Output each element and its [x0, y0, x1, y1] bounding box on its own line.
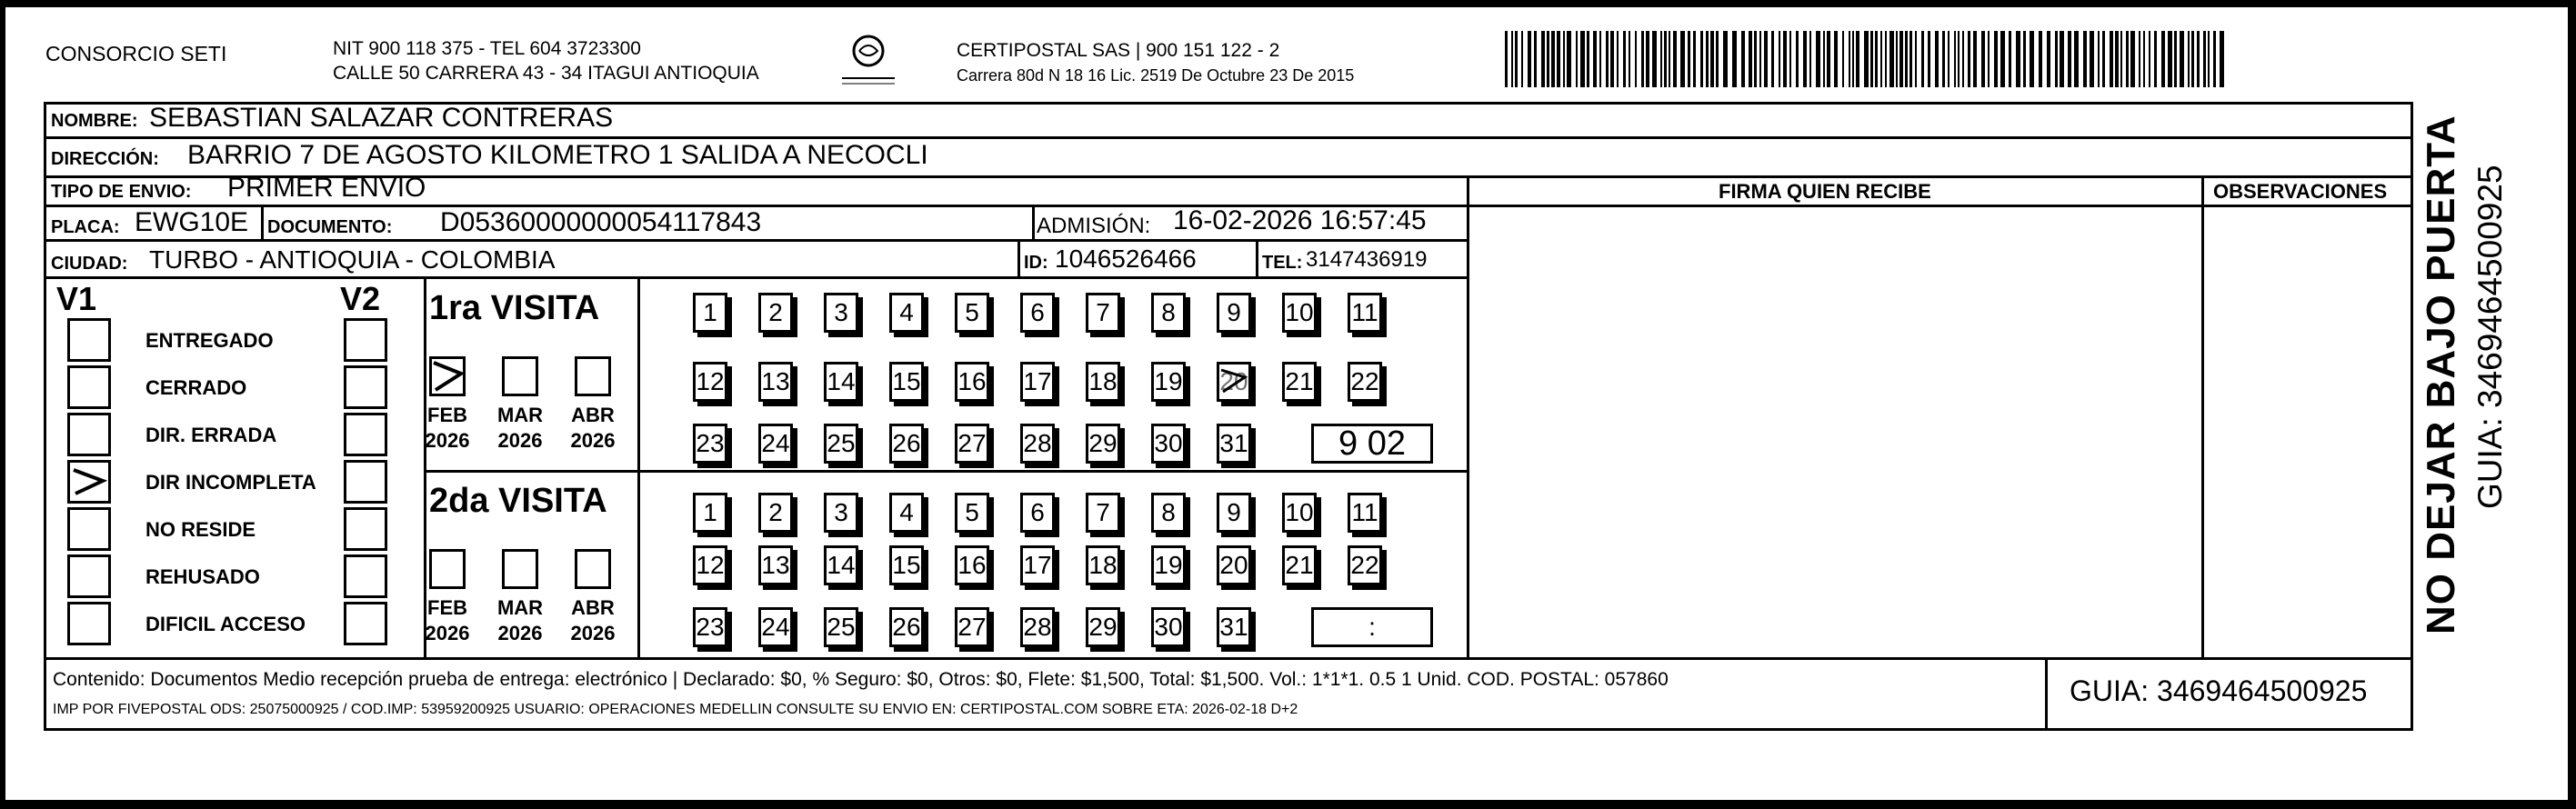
- barcode-bar: [2191, 31, 2194, 87]
- firma-header: FIRMA QUIEN RECIBE: [1719, 180, 1931, 203]
- admision-value: 16-02-2026 16:57:45: [1173, 205, 1427, 235]
- id-label: ID:: [1024, 253, 1048, 273]
- day-box[interactable]: 3: [824, 293, 858, 333]
- v1-checkbox[interactable]: [67, 413, 111, 456]
- day-box[interactable]: 7: [1086, 493, 1120, 533]
- day-box[interactable]: 13: [758, 545, 793, 585]
- tel-value: 3147436919: [1306, 247, 1428, 272]
- day-box[interactable]: 17: [1020, 545, 1055, 585]
- day-box[interactable]: 18: [1086, 545, 1120, 585]
- day-box[interactable]: 10: [1282, 293, 1317, 333]
- day-box[interactable]: 19: [1151, 545, 1186, 585]
- v1-checkbox[interactable]: [67, 602, 111, 645]
- nombre-value: SEBASTIAN SALAZAR CONTRERAS: [149, 103, 614, 133]
- frame-right: [2568, 0, 2576, 809]
- direccion-label: DIRECCIÓN:: [51, 149, 159, 169]
- barcode-bar: [1741, 31, 1745, 87]
- barcode-bar: [1948, 31, 1950, 87]
- status-label: ENTREGADO: [145, 329, 274, 352]
- day-box[interactable]: 27: [955, 607, 989, 647]
- day-box[interactable]: 23: [693, 607, 727, 647]
- day-box[interactable]: 22: [1348, 362, 1382, 402]
- barcode-bar: [2023, 31, 2026, 87]
- barcode-bar: [1856, 31, 1859, 87]
- certipostal-line: CERTIPOSTAL SAS | 900 151 122 - 2: [957, 40, 1280, 61]
- time-box[interactable]: :: [1311, 607, 1433, 647]
- barcode-bar: [2009, 31, 2011, 87]
- barcode-bar: [2047, 31, 2050, 87]
- day-box[interactable]: 28: [1020, 607, 1055, 647]
- day-box[interactable]: 8: [1151, 493, 1186, 533]
- barcode-bar: [1885, 31, 1887, 87]
- barcode-bar: [1732, 31, 1737, 87]
- month-checkbox[interactable]: [575, 356, 611, 396]
- barcode-bar: [1610, 31, 1614, 87]
- barcode-bar: [1623, 31, 1626, 87]
- barcode-bar: [1688, 31, 1690, 87]
- v2-checkbox[interactable]: [344, 460, 387, 504]
- month-label: MAR: [496, 596, 544, 619]
- barcode-bar: [2030, 31, 2034, 87]
- day-box[interactable]: 25: [824, 424, 858, 464]
- day-box[interactable]: 27: [955, 424, 989, 464]
- tel-label: TEL:: [1262, 253, 1303, 273]
- tipo-envio-label: TIPO DE ENVIO:: [51, 182, 192, 202]
- barcode-bar: [1789, 31, 1791, 87]
- barcode-bar: [1905, 31, 1908, 87]
- day-box[interactable]: 6: [1020, 493, 1055, 533]
- barcode-bar: [1981, 31, 1985, 87]
- barcode-bar: [2197, 31, 2200, 87]
- month-label: MAR: [496, 404, 544, 426]
- certipostal-logo: [837, 33, 900, 87]
- day-box[interactable]: 7: [1086, 293, 1120, 333]
- day-box[interactable]: 24: [758, 607, 793, 647]
- barcode-bar: [2120, 31, 2122, 87]
- barcode-bar: [1511, 31, 1513, 87]
- day-box[interactable]: 9: [1217, 293, 1251, 333]
- day-box[interactable]: 29: [1086, 607, 1120, 647]
- barcode-bar: [1849, 31, 1850, 87]
- barcode-bar: [1587, 31, 1589, 87]
- barcode-bar: [1749, 31, 1752, 87]
- barcode-bar: [1909, 31, 1912, 87]
- col-divider: [2201, 175, 2204, 657]
- barcode-bar: [2203, 31, 2206, 87]
- day-box[interactable]: 5: [955, 493, 989, 533]
- frame-bottom: [0, 800, 2576, 809]
- barcode-bar: [2055, 31, 2058, 87]
- barcode-bar: [1710, 31, 1714, 87]
- barcode-bar: [1915, 31, 1917, 87]
- footer-guia: GUIA: 3469464500925: [2070, 674, 2368, 707]
- admision-label: ADMISIÓN:: [1037, 214, 1151, 238]
- barcode-bar: [2208, 31, 2210, 87]
- day-box[interactable]: 11: [1348, 293, 1382, 333]
- barcode-bar: [1599, 31, 1601, 87]
- col-divider: [1467, 175, 1469, 657]
- status-label: CERRADO: [145, 376, 247, 399]
- year-label: 2026: [497, 429, 543, 452]
- day-box[interactable]: 21: [1282, 545, 1317, 585]
- v2-checkbox[interactable]: [344, 365, 387, 409]
- placa-value: EWG10E: [135, 207, 249, 237]
- barcode-bar: [2102, 31, 2105, 87]
- footer-imp: IMP POR FIVEPOSTAL ODS: 25075000925 / COD.IMP: 53959200925 USUARIO: OPERACIONES MEDELLIN CONSULTE SU ENVIO EN: CERTIPOSTAL.COM SOBRE ETA: 2026-02-18 D+2: [53, 702, 1298, 717]
- documento-value: D05360000000054117843: [440, 207, 762, 237]
- day-box[interactable]: 15: [889, 362, 924, 402]
- day-box[interactable]: 12: [693, 362, 727, 402]
- frame-top: [0, 0, 2576, 7]
- barcode-bar: [1764, 31, 1768, 87]
- barcode-bar: [1528, 31, 1531, 87]
- month-label: ABR: [571, 404, 615, 426]
- row-divider: [46, 276, 1467, 279]
- barcode-bar: [2060, 31, 2064, 87]
- barcode-bar: [2143, 31, 2145, 87]
- barcode-bar: [2000, 31, 2005, 87]
- day-box[interactable]: 23: [693, 424, 727, 464]
- barcode-bar: [2016, 31, 2020, 87]
- v2-checkbox[interactable]: [344, 507, 387, 551]
- row-divider: [46, 239, 1467, 242]
- day-box[interactable]: 17: [1020, 362, 1055, 402]
- day-box[interactable]: 21: [1282, 362, 1317, 402]
- barcode-bar: [1921, 31, 1924, 87]
- visit1-title: 1ra VISITA: [429, 289, 600, 327]
- barcode-bar: [2115, 31, 2119, 87]
- barcode-bar: [1870, 31, 1873, 87]
- barcode-bar: [1783, 31, 1787, 87]
- day-box[interactable]: 6: [1020, 293, 1055, 333]
- no-dejar-warning: NO DEJAR BAJO PUERTA: [2419, 115, 2463, 634]
- barcode-bar: [1606, 31, 1609, 87]
- visit-row-divider: [424, 470, 1467, 473]
- barcode-bar: [1803, 31, 1807, 87]
- barcode-bar: [1541, 31, 1545, 87]
- barcode-bar: [1954, 31, 1956, 87]
- cell-divider: [1032, 205, 1035, 239]
- barcode-bar: [1580, 31, 1585, 87]
- day-box[interactable]: 4: [889, 293, 924, 333]
- status-label: DIFICIL ACCESO: [145, 613, 306, 635]
- id-value: 1046526466: [1055, 245, 1197, 273]
- observaciones-header: OBSERVACIONES: [2213, 180, 2388, 203]
- day-box[interactable]: 1: [693, 293, 727, 333]
- footer-content: Contenido: Documentos Medio recepción prueba de entrega: electrónico | Declarado: $0, % Seguro: $0, Otros: $0, Flete: $1,500, Total: $1,500. Vol.: 1*1*1. 0.5 1 Unid. COD. POSTAL: 057860: [53, 669, 1669, 690]
- day-box[interactable]: 20: [1217, 362, 1251, 402]
- barcode-bar: [1593, 31, 1597, 87]
- barcode-bar: [2083, 31, 2087, 87]
- barcode-bar: [1693, 31, 1696, 87]
- barcode-bar: [1759, 31, 1761, 87]
- barcode-bar: [1706, 31, 1709, 87]
- barcode-bar: [2039, 31, 2042, 87]
- barcode-bar: [1958, 31, 1960, 87]
- barcode-bar: [1880, 31, 1882, 87]
- barcode-bar: [2220, 31, 2224, 87]
- cell-divider: [1256, 239, 1258, 276]
- documento-label: DOCUMENTO:: [267, 217, 393, 237]
- day-box[interactable]: 13: [758, 362, 793, 402]
- day-box[interactable]: 26: [889, 424, 924, 464]
- barcode-bar: [1629, 31, 1630, 87]
- barcode-bar: [1669, 31, 1670, 87]
- month-checkbox[interactable]: [429, 549, 466, 589]
- side-guia: GUIA: 3469464500925: [2471, 165, 2509, 509]
- barcode-bar: [1515, 31, 1518, 87]
- status-label: DIR. ERRADA: [145, 424, 277, 446]
- day-box[interactable]: 5: [955, 293, 989, 333]
- month-label: FEB: [427, 596, 467, 619]
- barcode-bar: [1673, 31, 1677, 87]
- v2-header: V2: [340, 280, 381, 317]
- barcode-bar: [2213, 31, 2216, 87]
- barcode-bar: [1942, 31, 1945, 87]
- barcode-bar: [1646, 31, 1649, 87]
- month-label: ABR: [571, 596, 615, 619]
- barcode-bar: [2090, 31, 2094, 87]
- barcode-bar: [2168, 31, 2172, 87]
- barcode-bar: [1660, 31, 1662, 87]
- cell-divider: [261, 205, 264, 239]
- v1-checkbox[interactable]: [67, 507, 111, 551]
- barcode-bar: [1968, 31, 1970, 87]
- barcode-bar: [1680, 31, 1685, 87]
- day-box[interactable]: 25: [824, 607, 858, 647]
- day-box[interactable]: 8: [1151, 293, 1186, 333]
- barcode-bar: [2188, 31, 2190, 87]
- barcode-bar: [1928, 31, 1930, 87]
- barcode-bar: [1771, 31, 1774, 87]
- barcode-bar: [2149, 31, 2150, 87]
- day-box[interactable]: 31: [1217, 607, 1251, 647]
- day-box[interactable]: 26: [889, 607, 924, 647]
- day-box[interactable]: 10: [1282, 493, 1317, 533]
- barcode-bar: [2180, 31, 2184, 87]
- v2-checkbox[interactable]: [344, 602, 387, 645]
- barcode-bar: [2110, 31, 2113, 87]
- barcode-bar: [1700, 31, 1703, 87]
- day-box[interactable]: 16: [955, 545, 989, 585]
- barcode-bar: [1617, 31, 1619, 87]
- company-name: CONSORCIO SETI: [45, 42, 227, 65]
- barcode-bar: [1864, 31, 1869, 87]
- barcode-bar: [1641, 31, 1644, 87]
- barcode-bar: [1796, 31, 1799, 87]
- v1-checkbox[interactable]: [67, 460, 111, 504]
- direccion-value: BARRIO 7 DE AGOSTO KILOMETRO 1 SALIDA A NECOCLI: [187, 140, 928, 170]
- cell-divider: [1017, 239, 1020, 276]
- day-box[interactable]: 11: [1348, 493, 1382, 533]
- year-label: 2026: [497, 622, 543, 644]
- barcode-bar: [1505, 31, 1508, 87]
- barcode-bar: [1576, 31, 1578, 87]
- barcode-bar: [1834, 31, 1838, 87]
- barcode-bar: [1816, 31, 1820, 87]
- day-box[interactable]: 15: [889, 545, 924, 585]
- visit2-title: 2da VISITA: [429, 482, 607, 520]
- placa-label: PLACA:: [51, 217, 120, 237]
- barcode-bar: [1842, 31, 1844, 87]
- footer-col-divider: [2045, 657, 2048, 731]
- barcode-bar: [1779, 31, 1780, 87]
- barcode-bar: [1973, 31, 1977, 87]
- month-checkbox[interactable]: [502, 549, 538, 589]
- visit-divider: [637, 276, 640, 657]
- certipostal-address: Carrera 80d N 18 16 Lic. 2519 De Octubre 23 De 2015: [957, 66, 1355, 85]
- v1-checkbox[interactable]: [67, 318, 111, 362]
- day-box[interactable]: 2: [758, 293, 793, 333]
- day-box[interactable]: 30: [1151, 424, 1186, 464]
- barcode-bar: [1551, 31, 1555, 87]
- barcode-bar: [1827, 31, 1830, 87]
- barcode-bar: [2139, 31, 2140, 87]
- day-box[interactable]: 28: [1020, 424, 1055, 464]
- day-box[interactable]: 1: [693, 493, 727, 533]
- day-box[interactable]: 9: [1217, 493, 1251, 533]
- day-box[interactable]: 12: [693, 545, 727, 585]
- v2-checkbox[interactable]: [344, 554, 387, 598]
- barcode-bar: [1852, 31, 1854, 87]
- address-line: CALLE 50 CARRERA 43 - 34 ITAGUI ANTIOQUIA: [333, 63, 759, 84]
- barcode-bar: [1962, 31, 1964, 87]
- barcode-bar: [2074, 31, 2079, 87]
- barcode-bar: [1664, 31, 1667, 87]
- day-box[interactable]: 16: [955, 362, 989, 402]
- barcode-bar: [1567, 31, 1571, 87]
- day-box[interactable]: 14: [824, 545, 858, 585]
- barcode-bar: [1889, 31, 1894, 87]
- tipo-envio-value: PRIMER ENVIO: [227, 173, 426, 203]
- status-label: NO RESIDE: [145, 518, 256, 541]
- status-label: REHUSADO: [145, 565, 260, 588]
- footer-divider: [46, 657, 2411, 660]
- barcode-bar: [2174, 31, 2177, 87]
- barcode-bar: [1652, 31, 1657, 87]
- barcode-bar: [1547, 31, 1549, 87]
- row-divider: [46, 136, 2411, 139]
- nit-line: NIT 900 118 375 - TEL 604 3723300: [333, 38, 641, 59]
- day-box[interactable]: 14: [824, 362, 858, 402]
- barcode-bar: [1557, 31, 1560, 87]
- v1-checkbox[interactable]: [67, 365, 111, 409]
- year-label: 2026: [570, 622, 616, 644]
- barcode-bar: [1534, 31, 1537, 87]
- ciudad-label: CIUDAD:: [51, 254, 128, 274]
- day-box[interactable]: 31: [1217, 424, 1251, 464]
- day-box[interactable]: 20: [1217, 545, 1251, 585]
- day-box[interactable]: 22: [1348, 545, 1382, 585]
- barcode-bar: [1988, 31, 1990, 87]
- side-panel: [2419, 115, 2564, 636]
- barcode-bar: [1899, 31, 1903, 87]
- month-checkbox[interactable]: [575, 549, 611, 589]
- barcode-bar: [1723, 31, 1728, 87]
- barcode-bar: [2161, 31, 2165, 87]
- v2-checkbox[interactable]: [344, 318, 387, 362]
- barcode-bar: [1521, 31, 1523, 87]
- month-checkbox[interactable]: [429, 356, 466, 396]
- day-box[interactable]: 2: [758, 493, 793, 533]
- month-label: FEB: [427, 404, 467, 426]
- barcode-bar: [1875, 31, 1878, 87]
- barcode-bar: [1754, 31, 1757, 87]
- day-box[interactable]: 19: [1151, 362, 1186, 402]
- v1-header: V1: [56, 280, 97, 317]
- status-label: DIR INCOMPLETA: [145, 471, 316, 494]
- barcode-bar: [2130, 31, 2135, 87]
- barcode-bar: [2126, 31, 2129, 87]
- barcode-bar: [2154, 31, 2157, 87]
- barcode-bar: [1563, 31, 1565, 87]
- year-label: 2026: [570, 429, 616, 452]
- barcode-bar: [1896, 31, 1898, 87]
- barcode-bar: [2098, 31, 2100, 87]
- ciudad-value: TURBO - ANTIOQUIA - COLOMBIA: [149, 245, 556, 274]
- barcode-bar: [1935, 31, 1939, 87]
- month-checkbox[interactable]: [502, 356, 538, 396]
- frame-left: [0, 0, 5, 809]
- barcode: [1505, 31, 2232, 87]
- v1-checkbox[interactable]: [67, 554, 111, 598]
- day-box[interactable]: 29: [1086, 424, 1120, 464]
- day-box[interactable]: 3: [824, 493, 858, 533]
- barcode-bar: [1716, 31, 1719, 87]
- nombre-label: NOMBRE:: [51, 111, 138, 131]
- year-label: 2026: [425, 622, 470, 644]
- barcode-bar: [1809, 31, 1811, 87]
- day-box[interactable]: 24: [758, 424, 793, 464]
- day-box[interactable]: 4: [889, 493, 924, 533]
- year-label: 2026: [425, 429, 470, 452]
- barcode-bar: [1823, 31, 1825, 87]
- barcode-bar: [1635, 31, 1637, 87]
- day-box[interactable]: 18: [1086, 362, 1120, 402]
- day-box[interactable]: 30: [1151, 607, 1186, 647]
- barcode-bar: [1994, 31, 1998, 87]
- barcode-bar: [2068, 31, 2071, 87]
- v2-checkbox[interactable]: [344, 413, 387, 456]
- time-box[interactable]: 9 02: [1311, 424, 1433, 464]
